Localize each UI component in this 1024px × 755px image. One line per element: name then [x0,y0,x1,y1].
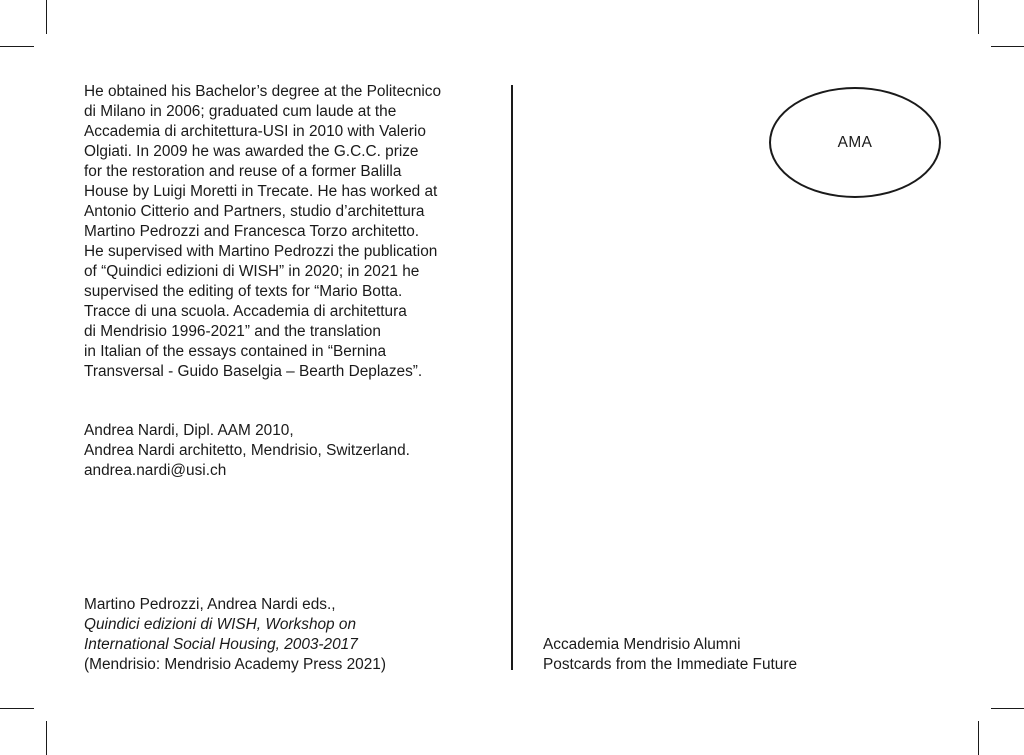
author-name-line: Andrea Nardi, Dipl. AAM 2010, [84,422,294,439]
email-link[interactable]: andrea.nardi@usi.ch [84,462,227,479]
practice-line: Andrea Nardi architetto, Mendrisio, Switzerland. [84,442,410,459]
bio-line: di Milano in 2006; graduated cum laude at the [84,103,397,120]
bio-line: supervised the editing of texts for “Mario Botta. [84,283,403,300]
footer-line-series: Postcards from the Immediate Future [543,656,798,673]
crop-mark-bottom-right-horizontal [991,708,1024,709]
bio-line: of “Quindici edizioni di WISH” in 2020; in 2021 he [84,263,420,280]
bio-line: for the restoration and reuse of a former Balilla [84,163,402,180]
contact-block [84,421,410,481]
crop-mark-top-right-horizontal [991,46,1024,47]
stamp-label: AMA [837,133,873,151]
footer-block [543,635,797,675]
crop-mark-bottom-left-horizontal [0,708,34,709]
bio-line: House by Luigi Moretti in Trecate. He has worked at [84,183,438,200]
bio-line: Martino Pedrozzi and Francesca Torzo architetto. [84,223,420,240]
bio-line: Antonio Citterio and Partners, studio d’architettura [84,203,425,220]
bio-line: He supervised with Martino Pedrozzi the publication [84,243,438,260]
citation-publisher: (Mendrisio: Mendrisio Academy Press 2021) [84,656,386,673]
crop-mark-top-left-vertical [46,0,47,34]
crop-mark-top-right-vertical [978,0,979,34]
citation-title-line-2: International Social Housing, 2003-2017 [84,636,358,653]
bio-line: Accademia di architettura-USI in 2010 with Valerio [84,123,426,140]
bio-line: He obtained his Bachelor’s degree at the Politecnico [84,83,442,100]
bio-line: Transversal - Guido Baselgia – Bearth Deplazes”. [84,363,423,380]
bio-line: in Italian of the essays contained in “Bernina [84,343,387,360]
crop-mark-bottom-right-vertical [978,721,979,755]
crop-mark-top-left-horizontal [0,46,34,47]
stamp-oval [769,87,941,198]
bio-line: Tracce di una scuola. Accademia di architettura [84,303,407,320]
postcard-divider [511,85,513,670]
bio-paragraph [84,82,504,382]
bio-line: di Mendrisio 1996-2021” and the translation [84,323,381,340]
bio-line: Olgiati. In 2009 he was awarded the G.C.C. prize [84,143,419,160]
citation-block [84,595,386,675]
citation-title-line-1: Quindici edizioni di WISH, Workshop on [84,616,357,633]
crop-mark-bottom-left-vertical [46,721,47,755]
footer-line-organization: Accademia Mendrisio Alumni [543,636,741,653]
citation-editors: Martino Pedrozzi, Andrea Nardi eds., [84,596,336,613]
